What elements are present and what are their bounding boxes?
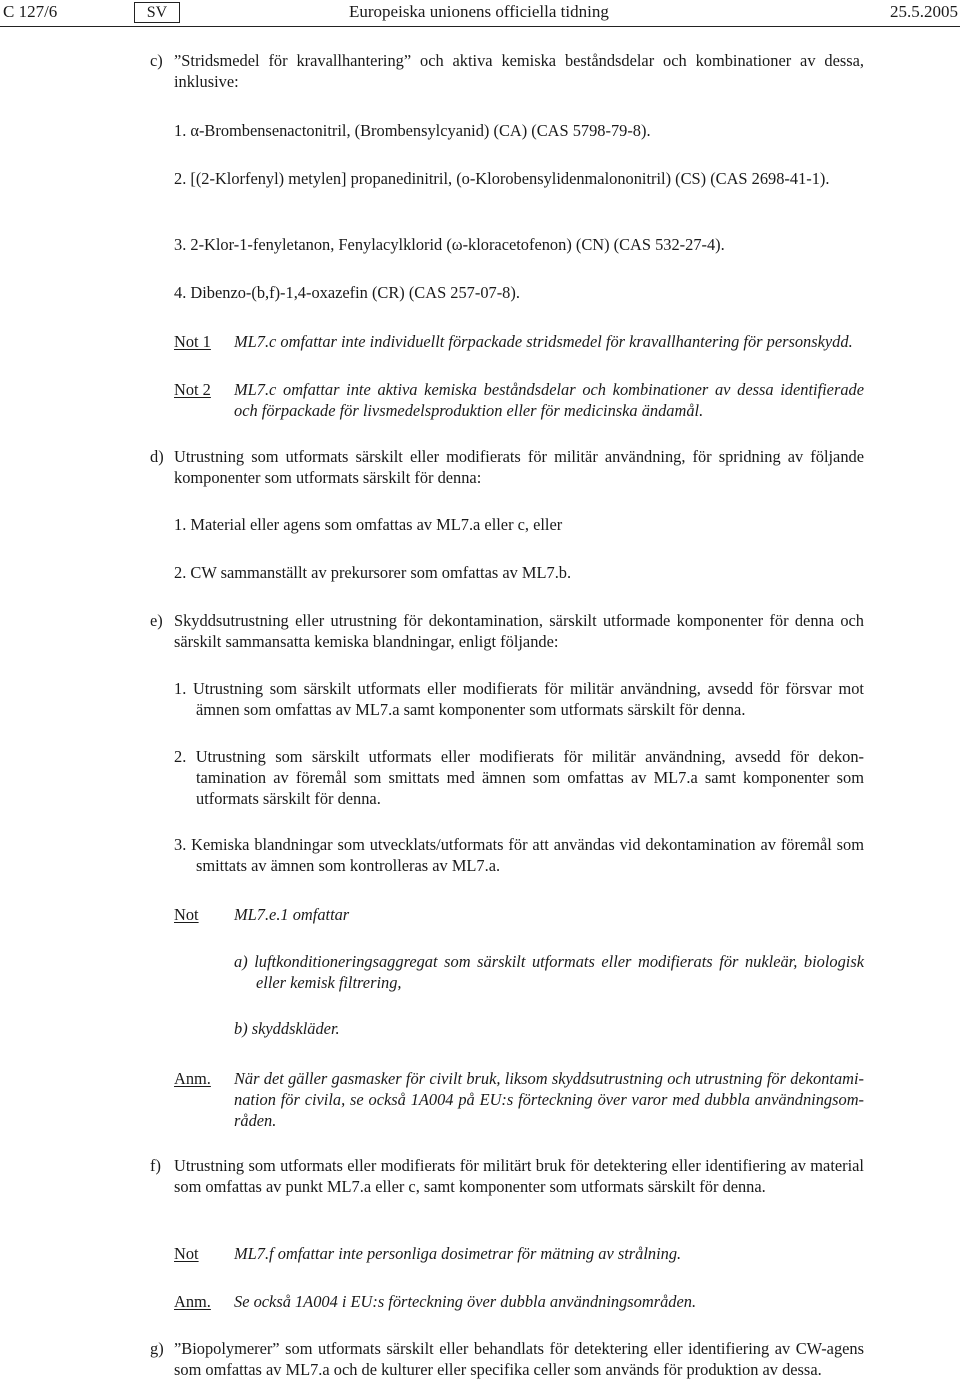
section-e-marker: e) <box>150 611 163 630</box>
section-e-item-1-text: 1. Utrustning som särskilt utformats eller modifierats för militär användning, avsedd för försvar mot ämnen som omfattas av ML7.a samt komponenter som utformats särskilt för denna. <box>174 679 864 719</box>
section-c-item-2 <box>174 168 864 189</box>
section-e-text: Skyddsutrustning eller utrustning för dekontamination, särskilt utformade komponenter för denna och särskilt sammansatta kemiska blandningar, enligt följande: <box>174 611 864 651</box>
publication-date: 25.5.2005 <box>890 2 958 21</box>
note-1-label: Not 1 <box>174 332 211 351</box>
section-e-anm-label: Anm. <box>174 1069 211 1088</box>
section-e-note-item-a-text: a) luftkonditioneringsaggregat som särskilt utformats eller modifierats för nukleär, biologisk eller kemisk filtrering, <box>234 952 864 992</box>
note-2-text: ML7.c omfattar inte aktiva kemiska beståndsdelar och kombinationer av dessa identifierade och förpackade för livsmedelsproduktion eller för medicinska ändamål. <box>234 380 864 420</box>
section-e-note-item-b: b) skyddskläder. <box>234 1019 340 1038</box>
section-c-item-3: 3. 2-Klor-1-fenyletanon, Fenylacylklorid (ω-kloracetofenon) (CN) (CAS 532-27-4). <box>174 235 725 254</box>
section-f-note-label: Not <box>174 1244 199 1263</box>
section-c-item-4: 4. Dibenzo-(b,f)-1,4-oxazefin (CR) (CAS 257-07-8). <box>174 283 520 302</box>
section-e-note-label: Not <box>174 905 199 924</box>
section-g-marker: g) <box>150 1339 164 1358</box>
section-e-note-item-a <box>234 951 864 993</box>
section-e-item-3-text: 3. Kemiska blandningar som utvecklats/utformats för att användas vid dekontamination av föremål som smittats av ämnen som kontrolleras av ML7.a. <box>174 835 864 875</box>
section-f-note-text: ML7.f omfattar inte personliga dosimetrar för mätning av strålning. <box>234 1244 682 1263</box>
note-2-label: Not 2 <box>174 380 211 399</box>
journal-title: Europeiska unionens officiella tidning <box>349 2 609 21</box>
section-f-marker: f) <box>150 1156 161 1175</box>
section-c-item-1: 1. α-Brombensenactonitril, (Brombensylcyanid) (CA) (CAS 5798-79-8). <box>174 121 651 140</box>
section-d-item-2: 2. CW sammanställt av prekursorer som omfattas av ML7.b. <box>174 563 572 582</box>
section-c-text: ”Stridsmedel för kravallhantering” och aktiva kemiska beståndsdelar och kombinationer av dessa, inklusive: <box>174 51 864 91</box>
section-e-note-text: ML7.e.1 omfattar <box>234 905 350 924</box>
section-d-item-1: 1. Material eller agens som omfattas av ML7.a eller c, eller <box>174 515 563 534</box>
section-d-marker: d) <box>150 447 164 466</box>
section-f-text: Utrustning som utformats eller modifierats för militärt bruk för detektering eller identifiering av material som omfattas av punkt ML7.a eller c, samt komponenter som utformats särskilt för denna. <box>174 1156 864 1196</box>
page-reference: C 127/6 <box>3 2 58 21</box>
section-g-text: ”Biopolymerer” som utformats särskilt eller behandlats för detektering eller identifiering av CW-agens som omfattas av ML7.a och de kulturer eller specifika celler som används för produktion av dessa. <box>174 1339 864 1379</box>
section-e-item-2 <box>174 746 864 809</box>
section-f-anm-text: Se också 1A004 i EU:s förteckning över dubbla användningsområden. <box>234 1292 697 1311</box>
section-d-text: Utrustning som utformats särskilt eller modifierats för militär användning, för spridning av följande komponenter som utformats särskilt för denna: <box>174 447 864 487</box>
section-e-anm-text: När det gäller gasmasker för civilt bruk, liksom skyddsutrustning och utrustning för dekontami-nation för civila, se också 1A004 på EU:s förteckning över varor med dubbla användningsom-råden. <box>234 1069 864 1130</box>
section-f-anm-label: Anm. <box>174 1292 211 1311</box>
section-c-item-2-text: 2. [(2-Klorfenyl) metylen] propanedinitril, (o-Klorobensylidenmalononitril) (CS) (CAS 2698-41-1). <box>174 169 830 188</box>
section-e-item-2-text: 2. Utrustning som särskilt utformats eller modifierats för militär användning, avsedd för dekon-tamination av föremål som smittats med ämnen som omfattas av ML7.a samt komponenter som utformats särskilt för denna. <box>174 747 864 808</box>
language-badge: SV <box>134 2 180 23</box>
section-e-item-3 <box>174 834 864 876</box>
section-c-marker: c) <box>150 51 163 70</box>
section-e-item-1 <box>174 678 864 720</box>
page-header <box>0 0 960 27</box>
note-1-text: ML7.c omfattar inte individuellt förpackade stridsmedel för kravallhantering för personskydd. <box>234 332 853 351</box>
